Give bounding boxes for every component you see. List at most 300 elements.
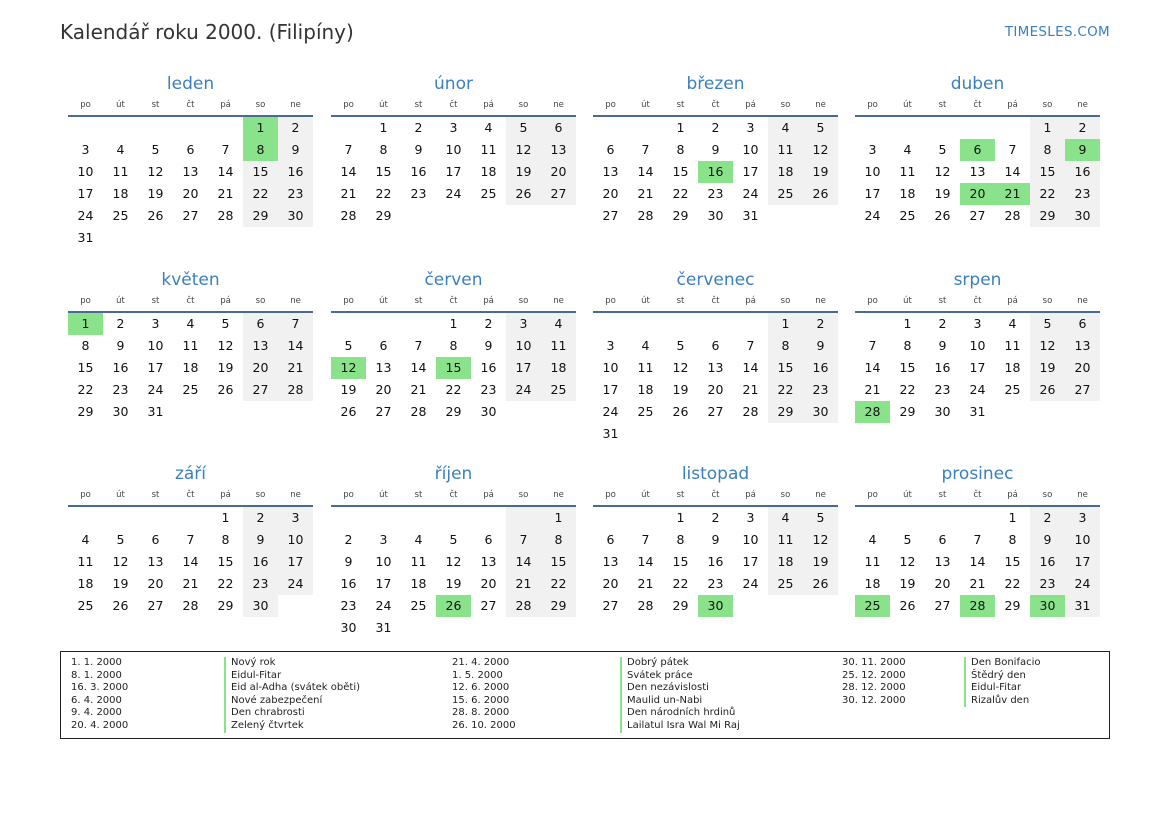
weekday-label: út bbox=[379, 100, 388, 110]
empty-cell bbox=[803, 595, 838, 617]
weekday-label: so bbox=[1042, 100, 1053, 110]
weekday-label: so bbox=[255, 100, 266, 110]
day-cell: 21 bbox=[637, 186, 654, 201]
empty-cell bbox=[663, 313, 698, 335]
day-cell: 29 bbox=[1030, 205, 1065, 227]
day-cell: 12 bbox=[803, 139, 838, 161]
empty-cell bbox=[173, 227, 208, 249]
empty-cell bbox=[138, 507, 173, 529]
day-cell: 1 bbox=[243, 117, 278, 139]
week-row bbox=[331, 529, 576, 551]
day-cell: 8 bbox=[449, 338, 458, 353]
day-cell: 15 bbox=[77, 360, 94, 375]
weekday-label: po bbox=[605, 296, 616, 306]
weekday-header bbox=[855, 95, 1100, 117]
day-cell: 17 bbox=[1065, 551, 1100, 573]
day-cell: 3 bbox=[151, 316, 160, 331]
day-cell: 20 bbox=[602, 186, 619, 201]
day-cell: 22 bbox=[899, 382, 916, 397]
day-cell: 14 bbox=[506, 551, 541, 573]
day-cell: 30 bbox=[112, 404, 129, 419]
empty-cell bbox=[628, 313, 663, 335]
day-cell: 3 bbox=[1065, 507, 1100, 529]
week-row bbox=[331, 573, 576, 595]
day-cell: 6 bbox=[711, 338, 720, 353]
empty-cell bbox=[278, 227, 313, 249]
week-row bbox=[593, 117, 838, 139]
week-row bbox=[68, 357, 313, 379]
day-cell: 12 bbox=[217, 338, 234, 353]
empty-cell bbox=[593, 117, 628, 139]
empty-cell bbox=[698, 423, 733, 445]
week-row bbox=[68, 161, 313, 183]
legend-date: 12. 6. 2000 bbox=[452, 682, 510, 694]
day-cell: 4 bbox=[186, 316, 195, 331]
empty-cell bbox=[506, 507, 541, 529]
day-cell: 25 bbox=[77, 598, 94, 613]
day-cell: 19 bbox=[803, 551, 838, 573]
weekday-label: čt bbox=[973, 490, 982, 500]
week-row bbox=[855, 183, 1100, 205]
day-cell: 10 bbox=[375, 554, 392, 569]
day-cell: 5 bbox=[151, 142, 160, 157]
legend-dates-column bbox=[452, 657, 516, 733]
day-cell: 20 bbox=[1065, 357, 1100, 379]
day-cell: 18 bbox=[410, 576, 427, 591]
weekday-label: po bbox=[80, 490, 91, 500]
day-cell: 19 bbox=[899, 576, 916, 591]
day-cell: 7 bbox=[278, 313, 313, 335]
week-row bbox=[331, 617, 576, 639]
day-cell: 6 bbox=[1065, 313, 1100, 335]
day-cell: 20 bbox=[147, 576, 164, 591]
day-cell: 30 bbox=[1065, 205, 1100, 227]
week-row bbox=[855, 117, 1100, 139]
day-cell: 1 bbox=[903, 316, 912, 331]
weekday-label: pá bbox=[483, 100, 494, 110]
day-cell: 11 bbox=[112, 164, 129, 179]
day-cell: 31 bbox=[602, 426, 619, 441]
day-cell: 17 bbox=[506, 357, 541, 379]
day-cell: 8 bbox=[379, 142, 388, 157]
day-cell: 26 bbox=[340, 404, 357, 419]
month-10 bbox=[331, 463, 576, 639]
day-cell: 18 bbox=[77, 576, 94, 591]
empty-cell bbox=[366, 507, 401, 529]
day-cell: 22 bbox=[541, 573, 576, 595]
legend-holiday-name: Nový rok bbox=[231, 657, 276, 668]
day-cell: 4 bbox=[641, 338, 650, 353]
empty-cell bbox=[506, 401, 541, 423]
day-cell: 10 bbox=[1065, 529, 1100, 551]
empty-cell bbox=[471, 507, 506, 529]
day-cell: 24 bbox=[1065, 573, 1100, 595]
day-cell: 3 bbox=[379, 532, 388, 547]
day-cell: 10 bbox=[506, 335, 541, 357]
day-cell: 14 bbox=[864, 360, 881, 375]
day-cell: 6 bbox=[379, 338, 388, 353]
weekday-label: pá bbox=[220, 100, 231, 110]
day-cell: 20 bbox=[375, 382, 392, 397]
weekday-header bbox=[331, 95, 576, 117]
day-cell: 5 bbox=[506, 117, 541, 139]
empty-cell bbox=[401, 617, 436, 639]
weekday-header bbox=[68, 95, 313, 117]
month-8 bbox=[855, 269, 1100, 423]
day-cell: 22 bbox=[243, 183, 278, 205]
month-9 bbox=[68, 463, 313, 617]
weekday-label: st bbox=[938, 296, 947, 306]
day-cell: 13 bbox=[375, 360, 392, 375]
day-cell: 29 bbox=[243, 205, 278, 227]
week-row bbox=[855, 379, 1100, 401]
day-cell: 9 bbox=[116, 338, 125, 353]
day-cell: 29 bbox=[217, 598, 234, 613]
day-cell: 24 bbox=[77, 208, 94, 223]
day-cell: 7 bbox=[506, 529, 541, 551]
week-row bbox=[593, 379, 838, 401]
day-cell: 23 bbox=[340, 598, 357, 613]
day-cell: 15 bbox=[436, 357, 471, 379]
weekday-header bbox=[855, 485, 1100, 507]
week-row bbox=[593, 551, 838, 573]
week-row bbox=[68, 573, 313, 595]
week-row bbox=[331, 379, 576, 401]
month-6 bbox=[331, 269, 576, 423]
day-cell: 27 bbox=[969, 208, 986, 223]
day-cell: 12 bbox=[331, 357, 366, 379]
day-cell: 28 bbox=[217, 208, 234, 223]
day-cell: 4 bbox=[541, 313, 576, 335]
day-cell: 13 bbox=[1065, 335, 1100, 357]
day-cell: 10 bbox=[742, 532, 759, 547]
weekday-label: ne bbox=[553, 490, 564, 500]
week-row bbox=[593, 573, 838, 595]
page-title: Kalendář roku 2000. (Filipíny) bbox=[60, 20, 354, 44]
day-cell: 7 bbox=[1008, 142, 1017, 157]
day-cell: 1 bbox=[1030, 117, 1065, 139]
day-cell: 19 bbox=[934, 186, 951, 201]
site-link[interactable]: TIMESLES.COM bbox=[1004, 24, 1110, 40]
empty-cell bbox=[103, 117, 138, 139]
weekday-label: čt bbox=[711, 490, 720, 500]
day-cell: 8 bbox=[81, 338, 90, 353]
day-cell: 13 bbox=[934, 554, 951, 569]
day-cell: 3 bbox=[606, 338, 615, 353]
weekday-label: so bbox=[780, 100, 791, 110]
day-cell: 19 bbox=[340, 382, 357, 397]
week-row bbox=[68, 529, 313, 551]
day-cell: 27 bbox=[243, 379, 278, 401]
legend-marker-bar bbox=[224, 657, 226, 733]
day-cell: 4 bbox=[768, 117, 803, 139]
day-cell: 22 bbox=[445, 382, 462, 397]
day-cell: 3 bbox=[868, 142, 877, 157]
day-cell: 17 bbox=[147, 360, 164, 375]
empty-cell bbox=[768, 423, 803, 445]
day-cell: 31 bbox=[1065, 595, 1100, 617]
day-cell: 17 bbox=[969, 360, 986, 375]
empty-cell bbox=[995, 117, 1030, 139]
day-cell: 29 bbox=[672, 598, 689, 613]
day-cell: 15 bbox=[672, 164, 689, 179]
legend-holiday-name: Nové zabezpečení bbox=[231, 694, 323, 706]
week-row bbox=[593, 313, 838, 335]
day-cell: 13 bbox=[541, 139, 576, 161]
day-cell: 17 bbox=[77, 186, 94, 201]
weekday-label: po bbox=[867, 296, 878, 306]
day-cell: 29 bbox=[768, 401, 803, 423]
day-cell: 31 bbox=[969, 404, 986, 419]
day-cell: 26 bbox=[803, 183, 838, 205]
day-cell: 11 bbox=[541, 335, 576, 357]
week-row bbox=[331, 117, 576, 139]
day-cell: 17 bbox=[278, 551, 313, 573]
day-cell: 25 bbox=[768, 573, 803, 595]
weekday-label: ne bbox=[815, 296, 826, 306]
month-name: březen bbox=[686, 74, 745, 94]
day-cell: 8 bbox=[1030, 139, 1065, 161]
day-cell: 5 bbox=[938, 142, 947, 157]
weekday-label: pá bbox=[220, 296, 231, 306]
day-cell: 9 bbox=[803, 335, 838, 357]
weekday-label: út bbox=[641, 490, 650, 500]
empty-cell bbox=[960, 507, 995, 529]
week-row bbox=[68, 227, 313, 249]
month-name: listopad bbox=[681, 464, 750, 484]
weekday-label: út bbox=[903, 490, 912, 500]
week-row bbox=[68, 551, 313, 573]
day-cell: 10 bbox=[77, 164, 94, 179]
legend-names-column bbox=[231, 657, 360, 733]
day-cell: 20 bbox=[707, 382, 724, 397]
legend-holiday-name: Den Bonifacio bbox=[971, 657, 1041, 668]
day-cell: 11 bbox=[1004, 338, 1021, 353]
day-cell: 3 bbox=[278, 507, 313, 529]
weekday-label: ne bbox=[290, 100, 301, 110]
day-cell: 24 bbox=[445, 186, 462, 201]
day-cell: 5 bbox=[116, 532, 125, 547]
week-row bbox=[68, 117, 313, 139]
weekday-label: ne bbox=[1077, 296, 1088, 306]
day-cell: 12 bbox=[934, 164, 951, 179]
day-cell: 24 bbox=[602, 404, 619, 419]
day-cell: 7 bbox=[973, 532, 982, 547]
week-row bbox=[331, 401, 576, 423]
day-cell: 21 bbox=[995, 183, 1030, 205]
day-cell: 2 bbox=[116, 316, 125, 331]
day-cell: 10 bbox=[969, 338, 986, 353]
day-cell: 22 bbox=[672, 576, 689, 591]
day-cell: 12 bbox=[899, 554, 916, 569]
day-cell: 9 bbox=[484, 338, 493, 353]
day-cell: 13 bbox=[707, 360, 724, 375]
legend-date: 26. 10. 2000 bbox=[452, 719, 516, 731]
month-1 bbox=[68, 73, 313, 249]
day-cell: 16 bbox=[112, 360, 129, 375]
day-cell: 6 bbox=[186, 142, 195, 157]
legend-date: 6. 4. 2000 bbox=[71, 694, 122, 706]
day-cell: 24 bbox=[742, 186, 759, 201]
empty-cell bbox=[173, 401, 208, 423]
empty-cell bbox=[68, 507, 103, 529]
day-cell: 7 bbox=[221, 142, 230, 157]
legend-names-column bbox=[971, 657, 1041, 707]
day-cell: 31 bbox=[147, 404, 164, 419]
day-cell: 1 bbox=[221, 510, 230, 525]
week-row bbox=[593, 357, 838, 379]
day-cell: 5 bbox=[449, 532, 458, 547]
day-cell: 4 bbox=[414, 532, 423, 547]
day-cell: 13 bbox=[480, 554, 497, 569]
week-row bbox=[855, 161, 1100, 183]
day-cell: 18 bbox=[864, 576, 881, 591]
day-cell: 19 bbox=[803, 161, 838, 183]
week-row bbox=[593, 205, 838, 227]
week-row bbox=[855, 205, 1100, 227]
empty-cell bbox=[471, 617, 506, 639]
day-cell: 14 bbox=[410, 360, 427, 375]
weekday-header bbox=[593, 291, 838, 313]
day-cell: 21 bbox=[217, 186, 234, 201]
day-cell: 12 bbox=[112, 554, 129, 569]
weekday-label: pá bbox=[483, 296, 494, 306]
weekday-label: so bbox=[518, 490, 529, 500]
empty-cell bbox=[628, 117, 663, 139]
day-cell: 31 bbox=[742, 208, 759, 223]
day-cell: 4 bbox=[81, 532, 90, 547]
day-cell: 30 bbox=[243, 595, 278, 617]
weekday-header bbox=[331, 291, 576, 313]
day-cell: 26 bbox=[803, 573, 838, 595]
day-cell: 22 bbox=[217, 576, 234, 591]
day-cell: 2 bbox=[414, 120, 423, 135]
week-row bbox=[593, 595, 838, 617]
weekday-label: ne bbox=[815, 490, 826, 500]
day-cell: 7 bbox=[868, 338, 877, 353]
day-cell: 18 bbox=[112, 186, 129, 201]
day-cell: 29 bbox=[445, 404, 462, 419]
empty-cell bbox=[803, 423, 838, 445]
day-cell: 24 bbox=[969, 382, 986, 397]
day-cell: 3 bbox=[449, 120, 458, 135]
legend-holiday-name: Eid al-Adha (svátek oběti) bbox=[231, 682, 360, 694]
week-row bbox=[68, 313, 313, 335]
day-cell: 25 bbox=[480, 186, 497, 201]
legend-holiday-name: Den národních hrdinů bbox=[627, 707, 736, 719]
day-cell: 14 bbox=[637, 164, 654, 179]
day-cell: 23 bbox=[707, 576, 724, 591]
weekday-label: so bbox=[518, 100, 529, 110]
holiday-legend bbox=[60, 651, 1110, 739]
week-row bbox=[593, 507, 838, 529]
day-cell: 30 bbox=[698, 595, 733, 617]
day-cell: 26 bbox=[899, 598, 916, 613]
day-cell: 12 bbox=[803, 529, 838, 551]
day-cell: 8 bbox=[676, 142, 685, 157]
weekday-label: po bbox=[867, 100, 878, 110]
month-11 bbox=[593, 463, 838, 617]
day-cell: 13 bbox=[243, 335, 278, 357]
day-cell: 3 bbox=[746, 510, 755, 525]
day-cell: 26 bbox=[934, 208, 951, 223]
week-row bbox=[593, 335, 838, 357]
legend-date: 8. 1. 2000 bbox=[71, 669, 122, 681]
weekday-label: po bbox=[80, 296, 91, 306]
day-cell: 2 bbox=[803, 313, 838, 335]
day-cell: 11 bbox=[899, 164, 916, 179]
weekday-label: ne bbox=[290, 490, 301, 500]
empty-cell bbox=[138, 227, 173, 249]
day-cell: 18 bbox=[768, 551, 803, 573]
day-cell: 21 bbox=[182, 576, 199, 591]
empty-cell bbox=[541, 205, 576, 227]
day-cell: 25 bbox=[899, 208, 916, 223]
week-row bbox=[331, 183, 576, 205]
week-row bbox=[331, 139, 576, 161]
legend-date: 1. 1. 2000 bbox=[71, 657, 122, 668]
day-cell: 26 bbox=[112, 598, 129, 613]
weekday-header bbox=[68, 291, 313, 313]
empty-cell bbox=[208, 227, 243, 249]
month-name: únor bbox=[434, 74, 473, 94]
legend-date: 16. 3. 2000 bbox=[71, 682, 129, 694]
day-cell: 1 bbox=[68, 313, 103, 335]
week-row bbox=[331, 595, 576, 617]
day-cell: 27 bbox=[375, 404, 392, 419]
legend-date: 20. 4. 2000 bbox=[71, 719, 129, 731]
day-cell: 19 bbox=[672, 382, 689, 397]
day-cell: 19 bbox=[217, 360, 234, 375]
day-cell: 24 bbox=[375, 598, 392, 613]
weekday-label: ne bbox=[553, 100, 564, 110]
empty-cell bbox=[541, 401, 576, 423]
day-cell: 25 bbox=[410, 598, 427, 613]
week-row bbox=[331, 507, 576, 529]
day-cell: 24 bbox=[864, 208, 881, 223]
week-row bbox=[331, 551, 576, 573]
day-cell: 21 bbox=[969, 576, 986, 591]
empty-cell bbox=[103, 227, 138, 249]
day-cell: 7 bbox=[344, 142, 353, 157]
week-row bbox=[68, 401, 313, 423]
day-cell: 27 bbox=[602, 598, 619, 613]
weekday-label: so bbox=[1042, 490, 1053, 500]
empty-cell bbox=[925, 507, 960, 529]
weekday-label: út bbox=[116, 100, 125, 110]
day-cell: 15 bbox=[217, 554, 234, 569]
day-cell: 19 bbox=[112, 576, 129, 591]
month-3 bbox=[593, 73, 838, 227]
day-cell: 2 bbox=[344, 532, 353, 547]
weekday-label: st bbox=[938, 490, 947, 500]
day-cell: 25 bbox=[637, 404, 654, 419]
day-cell: 28 bbox=[855, 401, 890, 423]
month-12 bbox=[855, 463, 1100, 617]
day-cell: 29 bbox=[77, 404, 94, 419]
empty-cell bbox=[278, 595, 313, 617]
day-cell: 14 bbox=[969, 554, 986, 569]
day-cell: 27 bbox=[480, 598, 497, 613]
month-name: květen bbox=[161, 270, 220, 290]
weekday-label: čt bbox=[449, 296, 458, 306]
weekday-label: so bbox=[780, 490, 791, 500]
legend-holiday-name: Štědrý den bbox=[971, 669, 1026, 681]
day-cell: 28 bbox=[506, 595, 541, 617]
day-cell: 17 bbox=[742, 164, 759, 179]
day-cell: 5 bbox=[803, 507, 838, 529]
weekday-label: so bbox=[518, 296, 529, 306]
